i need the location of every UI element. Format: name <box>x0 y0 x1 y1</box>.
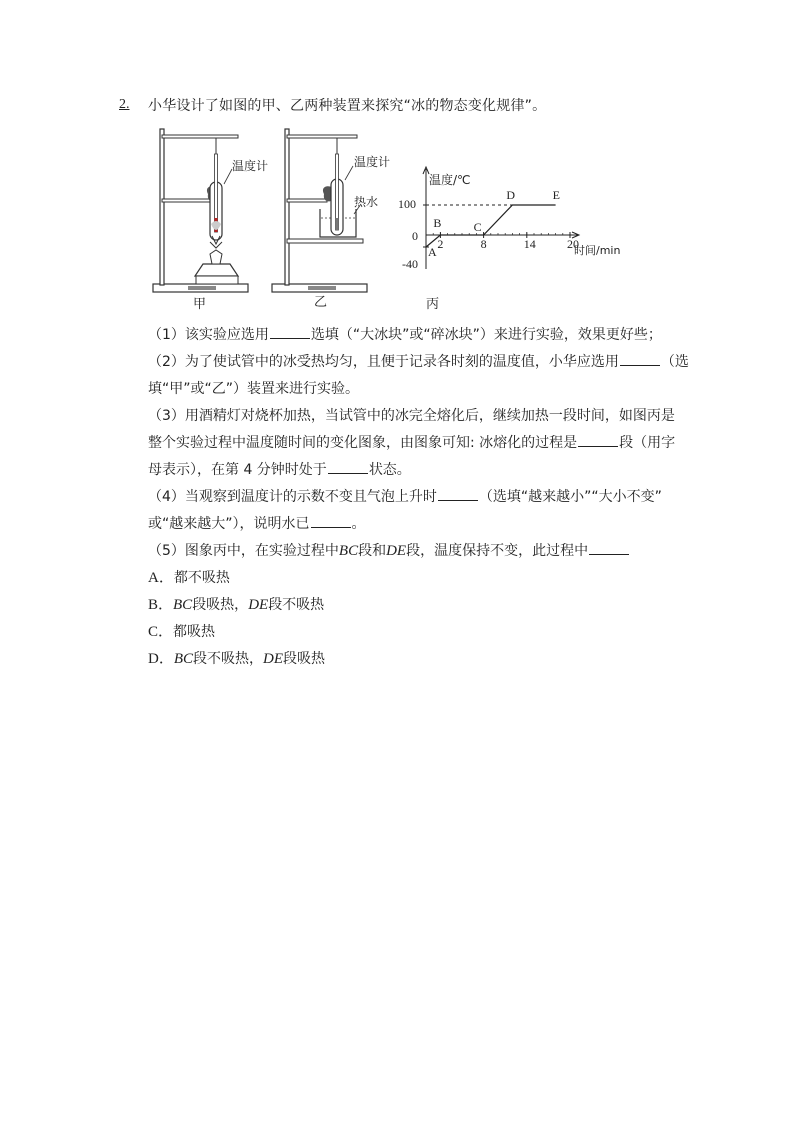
part-3-text: （3）用酒精灯对烧杯加热，当试管中的冰完全熔化后，继续加热一段时间，如图丙是 <box>148 408 675 424</box>
part-4-text-after: （选填“越来越小”“大小不变” <box>478 489 662 505</box>
thermometer-label-jia: 温度计 <box>232 159 269 173</box>
y-axis-label: 温度/℃ <box>429 173 471 187</box>
y-tick-neg40: -40 <box>402 257 418 271</box>
answer-blank-5[interactable] <box>438 486 478 501</box>
apparatus-jia <box>153 129 268 312</box>
x-tick-label: 14 <box>523 237 536 251</box>
part-1 <box>148 322 708 349</box>
option-a[interactable] <box>148 565 708 592</box>
part-4-line-2 <box>148 511 708 538</box>
part-4-text-cont: 或“越来越大”），说明水已 <box>148 516 310 532</box>
part-3-text-cont2: 母表示），在第 4 分钟时处于 <box>148 462 327 478</box>
part-1-text: （1）该实验应选用 <box>148 327 269 343</box>
part-4-text: （4）当观察到温度计的示数不变且气泡上升时 <box>148 489 437 505</box>
option-b[interactable] <box>148 592 708 619</box>
option-b-text2: 段不吸热 <box>268 597 325 613</box>
part-4-line-1 <box>148 484 708 511</box>
option-c-text: 都吸热 <box>173 624 216 640</box>
x-tick-label: 20 <box>567 237 579 251</box>
option-d-text1: 段不吸热， <box>193 651 264 667</box>
segment-bc: BC <box>338 543 359 559</box>
answer-blank-6[interactable] <box>311 513 351 528</box>
option-b-text1: 段吸热， <box>192 597 249 613</box>
answer-blank-3[interactable] <box>578 432 618 447</box>
caption-bing: 丙 <box>426 297 440 312</box>
x-tick-label: 8 <box>480 237 487 251</box>
temperature-time-graph <box>398 167 620 312</box>
part-2-text-after: （选 <box>660 354 689 370</box>
thermometer-label-yi: 温度计 <box>354 155 391 169</box>
figures <box>148 124 638 314</box>
option-c-letter: C． <box>148 624 174 640</box>
temperature-curve <box>426 205 556 247</box>
answer-blank-4[interactable] <box>328 459 368 474</box>
answer-blank-2[interactable] <box>620 351 660 366</box>
point-label-c: C <box>473 220 482 234</box>
part-3-line-2 <box>148 430 708 457</box>
point-label-e: E <box>552 188 560 202</box>
part-3-text-after2: 状态。 <box>368 462 411 478</box>
point-label-d: D <box>506 188 516 202</box>
caption-jia: 甲 <box>193 297 207 312</box>
part-1-text-after: 选填（“大冰块”或“碎冰块”）来进行实验，效果更好些； <box>310 327 662 343</box>
part-3-line-1 <box>148 403 708 430</box>
point-label-a: A <box>428 245 437 259</box>
option-b-seg2: DE <box>248 597 269 613</box>
option-c[interactable] <box>148 619 708 646</box>
option-a-letter: A． <box>148 570 174 586</box>
option-a-text: 都不吸热 <box>173 570 230 586</box>
point-label-b: B <box>433 216 442 230</box>
x-tick-label: 2 <box>437 237 444 251</box>
water-label-yi: 热水 <box>354 195 379 209</box>
part-2-text-cont: 填“甲”或“乙”）装置来进行实验。 <box>148 381 360 397</box>
question-parts <box>148 322 708 673</box>
question-number: 2. <box>119 97 130 112</box>
segment-de: DE <box>386 543 407 559</box>
part-3-text-after: 段（用字 <box>619 435 676 451</box>
part-4-text-after2: 。 <box>351 516 366 532</box>
option-d[interactable] <box>148 646 708 673</box>
answer-blank-1[interactable] <box>270 324 310 339</box>
part-2-line-2 <box>148 376 708 403</box>
part-3-text-cont: 整个实验过程中温度随时间的变化图象，由图象可知: 冰熔化的过程是 <box>148 435 578 451</box>
option-d-letter: D． <box>148 651 174 667</box>
option-d-seg1: BC <box>173 651 194 667</box>
part-3-line-3 <box>148 457 708 484</box>
apparatus-yi <box>272 129 390 310</box>
option-d-text2: 段吸热 <box>283 651 326 667</box>
option-b-letter: B． <box>148 597 174 613</box>
part-5-text-after: 段，温度保持不变，此过程中 <box>406 543 589 559</box>
part-5-text-mid: 段和 <box>358 543 387 559</box>
option-d-seg2: DE <box>263 651 284 667</box>
part-5 <box>148 538 708 565</box>
part-5-text: （5）图象丙中，在实验过程中 <box>148 543 339 559</box>
part-2-text: （2）为了使试管中的冰受热均匀，且便于记录各时刻的温度值，小华应选用 <box>148 354 619 370</box>
y-tick-100: 100 <box>398 197 416 211</box>
option-b-seg1: BC <box>173 597 193 613</box>
answer-blank-7[interactable] <box>589 540 629 555</box>
y-tick-0: 0 <box>412 229 418 243</box>
part-2-line-1 <box>148 349 708 376</box>
caption-yi: 乙 <box>314 295 328 310</box>
question-stem: 小华设计了如图的甲、乙两种装置来探究“冰的物态变化规律”。 <box>148 98 547 114</box>
x-axis-label: 时间/min <box>574 244 621 257</box>
